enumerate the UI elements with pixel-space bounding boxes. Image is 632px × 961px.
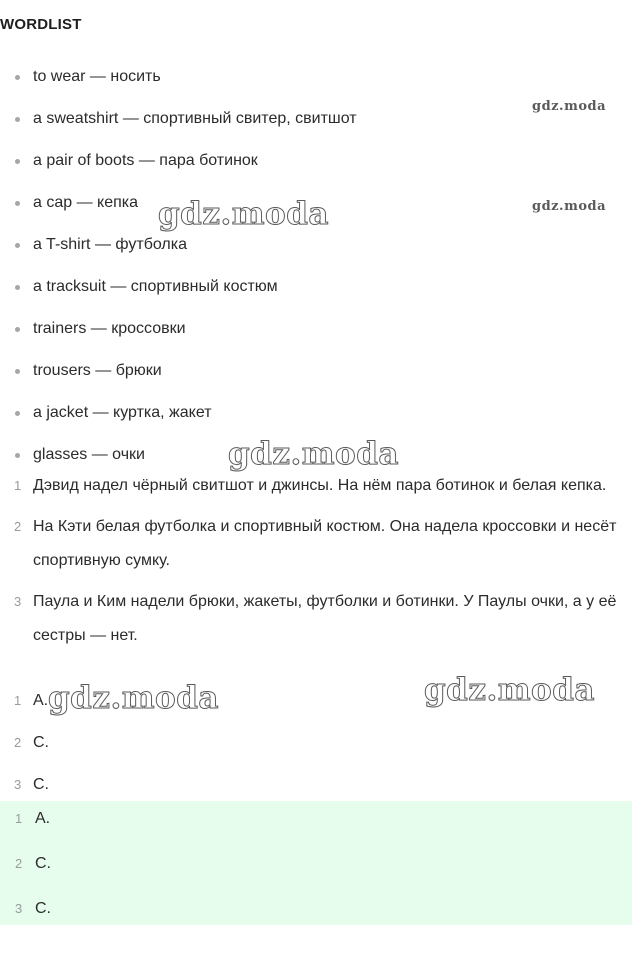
list-item — [0, 142, 632, 184]
watermark: gdz.moda — [48, 680, 219, 716]
item-number: 2 — [14, 735, 22, 750]
list-item — [0, 510, 632, 578]
list-item — [0, 268, 632, 310]
item-number: 1 — [14, 478, 22, 493]
item-number: 1 — [14, 693, 22, 708]
list-item — [0, 226, 632, 268]
word-entry: a jacket — куртка, жакет — [33, 404, 212, 421]
watermark: gdz.moda — [158, 196, 329, 232]
answer-text: A. — [35, 810, 51, 827]
translation-list — [0, 469, 632, 660]
wordlist — [0, 58, 632, 478]
list-item — [0, 728, 632, 770]
item-number: 3 — [15, 901, 23, 916]
word-entry: a tracksuit — спортивный костюм — [33, 278, 278, 295]
bullet-dot — [15, 201, 20, 206]
wordlist-heading: WORDLIST — [0, 16, 82, 33]
answer-text: C. — [35, 855, 51, 872]
list-item — [0, 310, 632, 352]
list-item — [0, 686, 632, 728]
word-entry: trainers — кроссовки — [33, 320, 186, 337]
list-item — [0, 58, 632, 100]
answer-list — [0, 686, 632, 812]
answer-text: A. — [33, 692, 49, 709]
item-number: 3 — [14, 777, 22, 792]
word-entry: a sweatshirt — спортивный свитер, свитшот — [33, 110, 357, 127]
list-item — [0, 184, 632, 226]
word-entry: a cap — кепка — [33, 194, 139, 211]
bullet-dot — [15, 327, 20, 332]
word-entry: a T-shirt — футболка — [33, 236, 187, 253]
item-number: 3 — [14, 594, 22, 609]
answer-text: C. — [33, 734, 49, 751]
watermark: gdz.moda — [424, 672, 595, 708]
highlighted-answer-list — [0, 801, 632, 936]
word-entry: glasses — очки — [33, 446, 145, 463]
list-item — [0, 891, 632, 936]
item-number: 1 — [15, 811, 23, 826]
list-item — [0, 100, 632, 142]
bullet-dot — [15, 159, 20, 164]
list-item — [0, 394, 632, 436]
item-number: 2 — [15, 856, 23, 871]
translation-text: Паула и Ким надели брюки, жакеты, футболки и ботинки. У Паулы очки, а у её сестры — нет. — [33, 593, 617, 644]
bullet-dot — [15, 285, 20, 290]
answer-text: C. — [33, 776, 49, 793]
list-item — [0, 352, 632, 394]
highlighted-answers-box — [0, 801, 632, 925]
list-item — [0, 801, 632, 846]
answer-text: C. — [35, 900, 51, 917]
bullet-dot — [15, 411, 20, 416]
bullet-dot — [15, 243, 20, 248]
word-entry: to wear — носить — [33, 68, 161, 85]
word-entry: a pair of boots — пара ботинок — [33, 152, 258, 169]
bullet-dot — [15, 369, 20, 374]
list-item — [0, 585, 632, 653]
list-item — [0, 469, 632, 503]
translation-text: На Кэти белая футболка и спортивный костюм. Она надела кроссовки и несёт спортивную сумку. — [33, 518, 617, 569]
watermark: gdz.moda — [228, 436, 399, 472]
word-entry: trousers — брюки — [33, 362, 162, 379]
item-number: 2 — [14, 519, 22, 534]
bullet-dot — [15, 75, 20, 80]
watermark: gdz.moda — [532, 199, 607, 214]
bullet-dot — [15, 453, 20, 458]
translation-text: Дэвид надел чёрный свитшот и джинсы. На нём пара ботинок и белая кепка. — [33, 477, 607, 494]
list-item — [0, 846, 632, 891]
bullet-dot — [15, 117, 20, 122]
watermark: gdz.moda — [532, 99, 607, 114]
